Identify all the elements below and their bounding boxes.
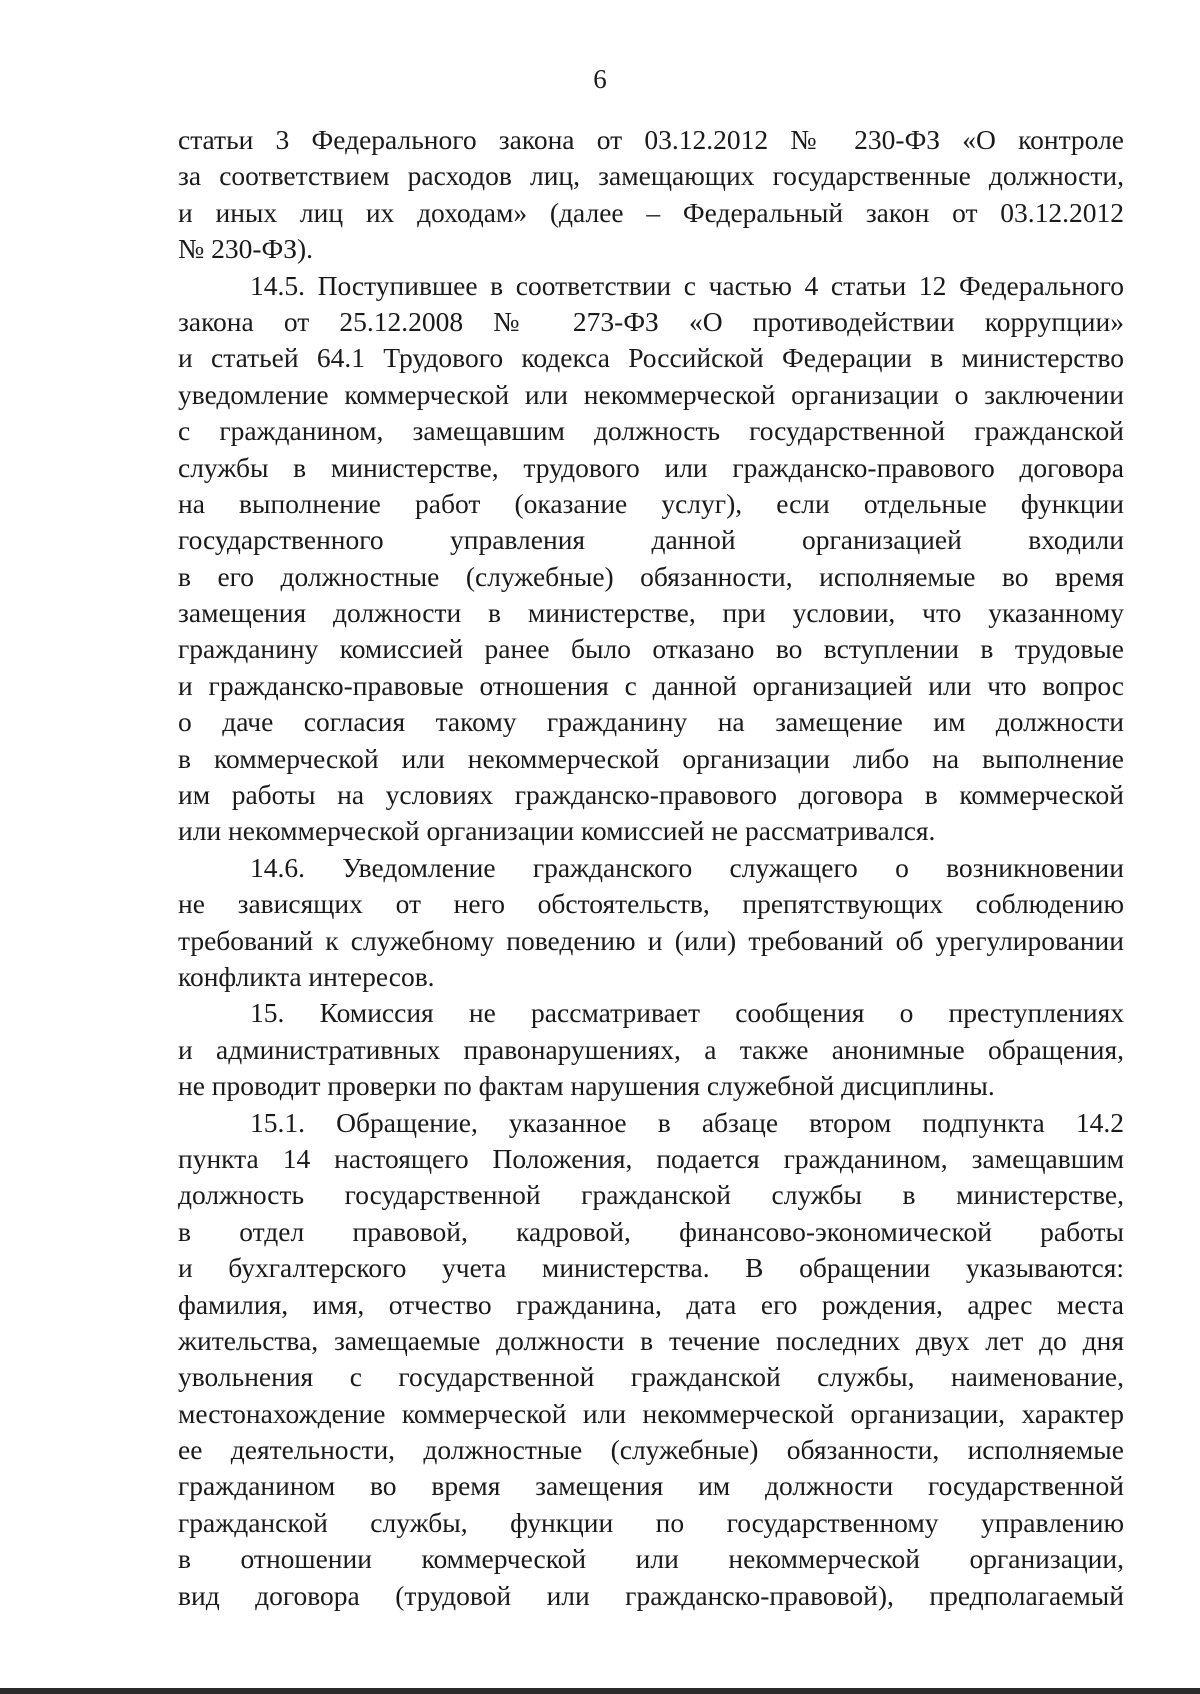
- text-line: № 230-ФЗ).: [178, 233, 314, 265]
- paragraph-15-1: [178, 1105, 1124, 1614]
- page-number: 6: [593, 64, 607, 94]
- text-line: в его должностные (служебные) обязанности, исполняемые во время: [178, 560, 1124, 592]
- text-line: государственного управления данной организацией входили: [178, 524, 1124, 556]
- text-line: и статьей 64.1 Трудового кодекса Российской Федерации в министерство: [178, 342, 1124, 374]
- paragraph-14-6: [178, 850, 1124, 996]
- text-line: пункта 14 настоящего Положения, подается гражданином, замещавшим: [178, 1142, 1124, 1174]
- paragraph-15: [178, 995, 1124, 1104]
- text-line: 14.5. Поступившее в соответствии с частью 4 статьи 12 Федерального: [250, 269, 1124, 301]
- text-line: увольнения с государственной гражданской службы, наименование,: [178, 1361, 1124, 1393]
- text-line: фамилия, имя, отчество гражданина, дата его рождения, адрес места: [178, 1288, 1124, 1320]
- text-line: должность государственной гражданской службы в министерстве,: [178, 1179, 1124, 1211]
- text-line: в отдел правовой, кадровой, финансово-экономической работы: [178, 1215, 1124, 1247]
- text-line: 14.6. Уведомление гражданского служащего о возникновении: [250, 851, 1124, 883]
- text-line: с гражданином, замещавшим должность государственной гражданской: [178, 415, 1124, 447]
- text-line: и административных правонарушениях, а также анонимные обращения,: [178, 1033, 1124, 1065]
- text-line: за соответствием расходов лиц, замещающих государственные должности,: [178, 160, 1124, 192]
- text-line: в отношении коммерческой или некоммерческой организации,: [178, 1543, 1124, 1575]
- text-line: конфликта интересов.: [178, 960, 435, 992]
- text-line: или некоммерческой организации комиссией не рассматривался.: [178, 815, 936, 847]
- text-line: требований к служебному поведению и (или) требований об урегулировании: [178, 924, 1124, 956]
- text-line: не проводит проверки по фактам нарушения служебной дисциплины.: [178, 1070, 995, 1102]
- text-line: на выполнение работ (оказание услуг), если отдельные функции: [178, 487, 1124, 519]
- text-line: вид договора (трудовой или гражданско-правовой), предполагаемый: [178, 1579, 1124, 1611]
- text-line: уведомление коммерческой или некоммерческой организации о заключении: [178, 378, 1124, 410]
- text-line: и гражданско-правовые отношения с данной организацией или что вопрос: [178, 669, 1124, 701]
- paragraph-14-5: [178, 268, 1124, 850]
- text-line: им работы на условиях гражданско-правового договора в коммерческой: [178, 779, 1124, 811]
- text-line: и бухгалтерского учета министерства. В обращении указываются:: [178, 1252, 1124, 1284]
- text-line: о даче согласия такому гражданину на замещение им должности: [178, 706, 1124, 738]
- text-line: статьи 3 Федерального закона от 03.12.2012 № 230-ФЗ «О контроле: [178, 124, 1124, 155]
- text-line: 15.1. Обращение, указанное в абзаце втором подпункта 14.2: [250, 1106, 1124, 1138]
- text-line: гражданином во время замещения им должности государственной: [178, 1470, 1124, 1502]
- text-line: замещения должности в министерстве, при условии, что указанному: [178, 597, 1124, 629]
- text-line: службы в министерстве, трудового или гражданско-правового договора: [178, 451, 1124, 483]
- text-line: и иных лиц их доходам» (далее – Федеральный закон от 03.12.2012: [178, 196, 1124, 228]
- text-line: ее деятельности, должностные (служебные) обязанности, исполняемые: [178, 1434, 1124, 1466]
- text-line: в коммерческой или некоммерческой организации либо на выполнение: [178, 742, 1124, 774]
- text-line: жительства, замещаемые должности в течение последних двух лет до дня: [178, 1324, 1124, 1356]
- text-line: местонахождение коммерческой или некоммерческой организации, характер: [178, 1397, 1124, 1429]
- text-line: закона от 25.12.2008 № 273-ФЗ «О противодействии коррупции»: [178, 305, 1124, 337]
- text-line: гражданской службы, функции по государственному управлению: [178, 1506, 1124, 1538]
- paragraph-14-4-cont: [178, 122, 1124, 268]
- text-line: 15. Комиссия не рассматривает сообщения о преступлениях: [250, 997, 1124, 1029]
- scan-edge-shadow: [0, 1688, 1200, 1694]
- text-line: не зависящих от него обстоятельств, препятствующих соблюдению: [178, 888, 1124, 920]
- document-body: [178, 122, 1124, 1614]
- text-line: гражданину комиссией ранее было отказано во вступлении в трудовые: [178, 633, 1124, 665]
